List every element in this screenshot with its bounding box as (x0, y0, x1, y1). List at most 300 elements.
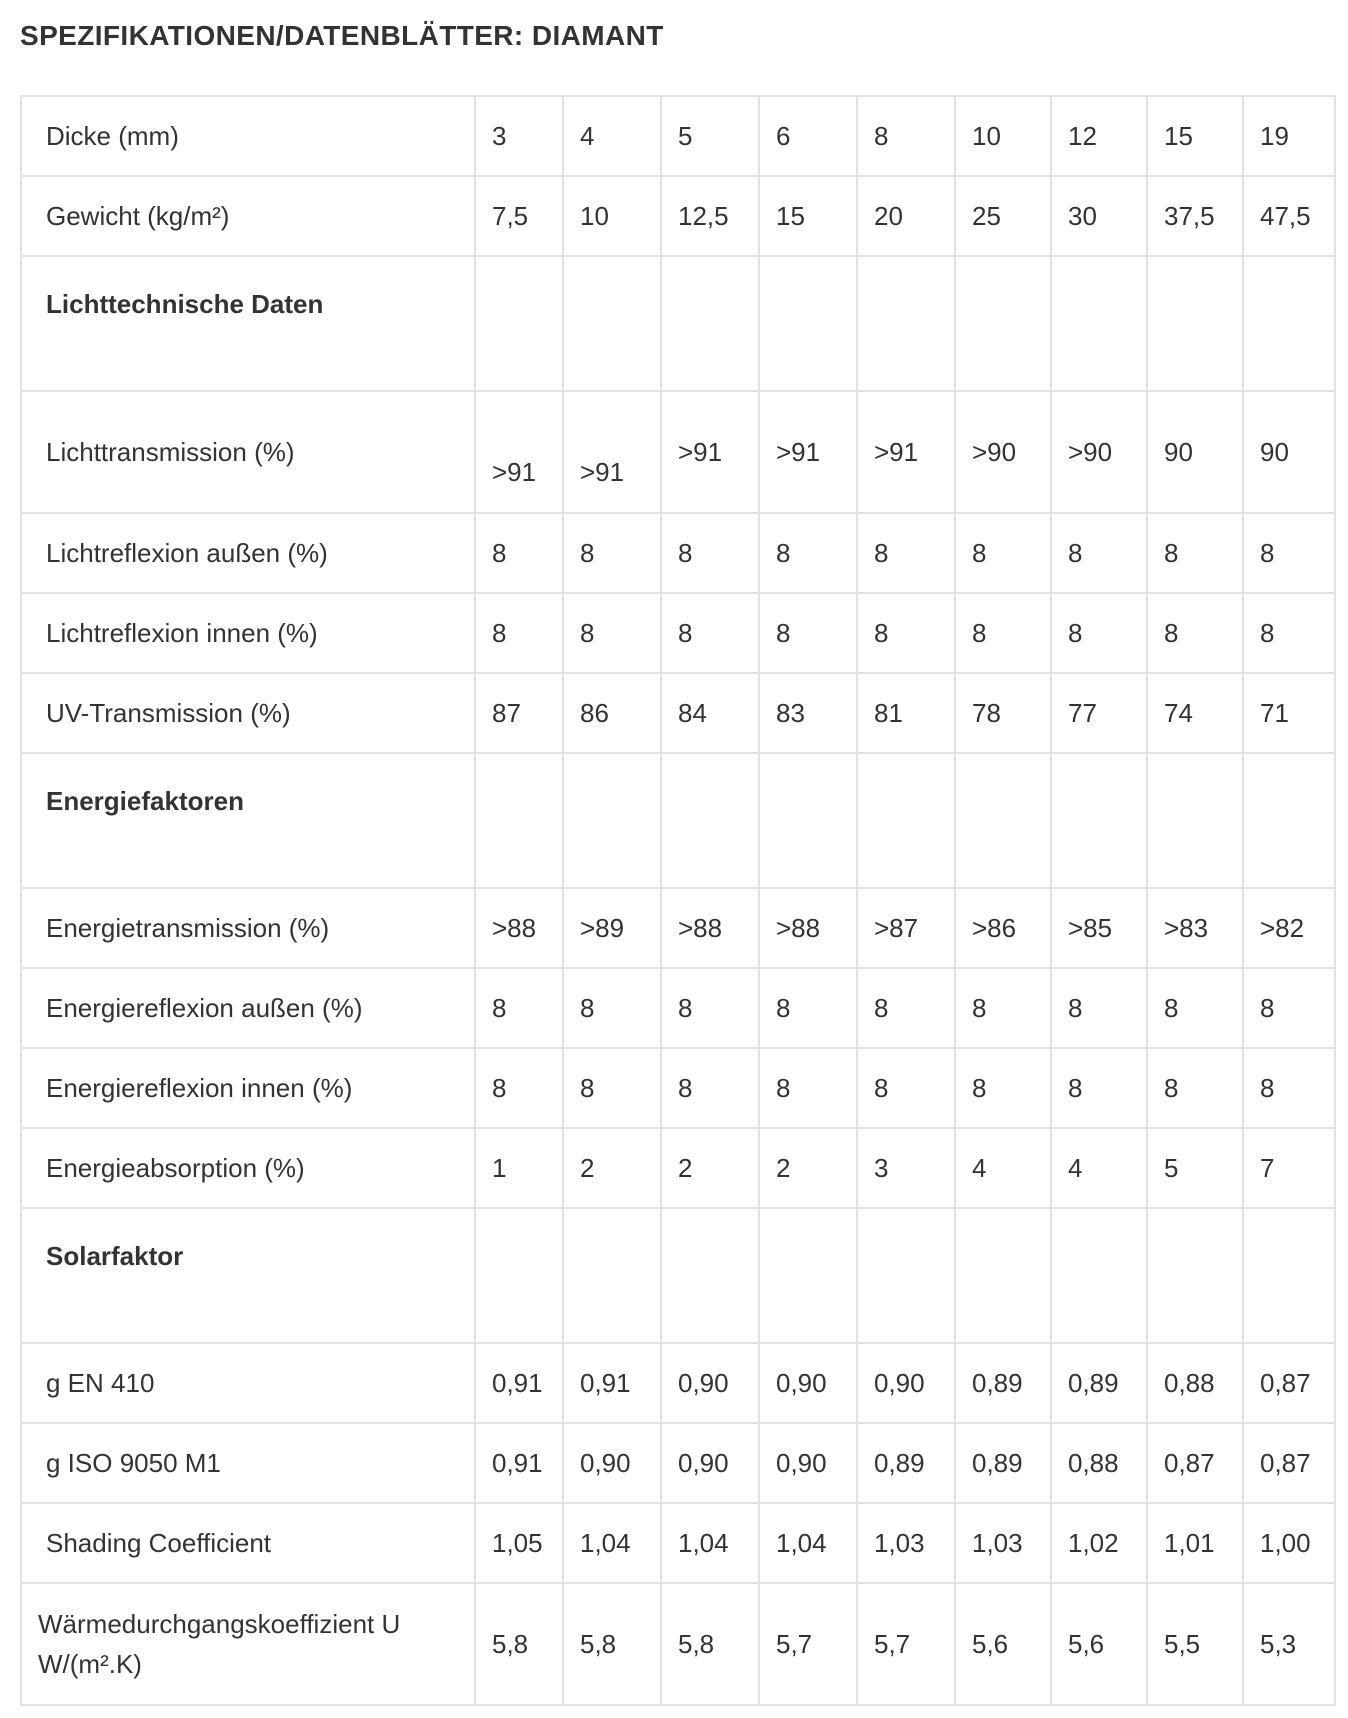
cell-value: >88 (492, 912, 537, 943)
value-cell (759, 176, 857, 256)
cell-value: 7 (1260, 1152, 1275, 1183)
value-cell (475, 391, 563, 513)
value-cell (1051, 593, 1147, 673)
cell-value: 1,04 (580, 1527, 631, 1558)
row-label: Dicke (mm) (21, 96, 475, 176)
cell-value: 8 (678, 992, 693, 1023)
cell-value: 8 (492, 992, 507, 1023)
value-cell (563, 1503, 661, 1583)
cell-value: 1,03 (972, 1527, 1023, 1558)
empty-cell (1147, 753, 1243, 888)
value-cell (661, 513, 759, 593)
cell-value: 8 (580, 537, 595, 568)
cell-value: 1,03 (874, 1527, 925, 1558)
empty-cell (1243, 753, 1335, 888)
empty-cell (955, 1208, 1051, 1343)
value-cell (1147, 888, 1243, 968)
cell-value: 1,00 (1260, 1527, 1311, 1558)
empty-cell (857, 1208, 955, 1343)
cell-value: 74 (1164, 697, 1193, 728)
cell-value: 12 (1068, 120, 1097, 151)
value-cell (1051, 888, 1147, 968)
value-cell (563, 968, 661, 1048)
cell-value: 8 (1260, 537, 1275, 568)
table-row (21, 1583, 1335, 1705)
cell-value: 0,90 (678, 1447, 729, 1478)
empty-cell (955, 256, 1051, 391)
cell-value: 5,8 (678, 1628, 715, 1659)
empty-cell (1147, 256, 1243, 391)
value-cell (1243, 513, 1335, 593)
value-cell (955, 513, 1051, 593)
value-cell (857, 1423, 955, 1503)
value-cell (955, 1423, 1051, 1503)
table-row (21, 96, 1335, 176)
cell-value: 10 (580, 200, 609, 231)
cell-value: >91 (678, 436, 723, 467)
value-cell (1051, 1128, 1147, 1208)
value-cell (1243, 593, 1335, 673)
value-cell (1051, 513, 1147, 593)
value-cell (563, 1128, 661, 1208)
specifications-table (20, 95, 1336, 1706)
row-label: UV-Transmission (%) (21, 673, 475, 753)
value-cell (759, 1343, 857, 1423)
value-cell (1147, 1343, 1243, 1423)
cell-value: 8 (972, 992, 987, 1023)
value-cell (857, 1128, 955, 1208)
cell-value: 8 (1068, 537, 1083, 568)
table-row (21, 176, 1335, 256)
value-cell (759, 96, 857, 176)
cell-value: 8 (776, 537, 791, 568)
value-cell (563, 1583, 661, 1705)
cell-value: 5 (678, 120, 693, 151)
value-cell (1147, 391, 1243, 513)
value-cell (1243, 888, 1335, 968)
cell-value: >87 (874, 912, 919, 943)
cell-value: 15 (1164, 120, 1193, 151)
cell-value: 5,8 (580, 1628, 617, 1659)
row-label: Shading Coefficient (21, 1503, 475, 1583)
value-cell (475, 1423, 563, 1503)
value-cell (563, 513, 661, 593)
empty-cell (1243, 256, 1335, 391)
value-cell (759, 593, 857, 673)
row-label: Lichtreflexion außen (%) (21, 513, 475, 593)
value-cell (1243, 1423, 1335, 1503)
value-cell (661, 1503, 759, 1583)
table-row (21, 593, 1335, 673)
section-header-row (21, 256, 1335, 391)
value-cell (955, 1503, 1051, 1583)
empty-cell (759, 256, 857, 391)
value-cell (563, 673, 661, 753)
value-cell (955, 391, 1051, 513)
cell-value: >83 (1164, 912, 1209, 943)
value-cell (563, 1048, 661, 1128)
value-cell (1243, 96, 1335, 176)
cell-value: 5,6 (1068, 1628, 1105, 1659)
value-cell (1051, 1343, 1147, 1423)
cell-value: 0,90 (776, 1447, 827, 1478)
value-cell (1051, 176, 1147, 256)
cell-value: 8 (1260, 1072, 1275, 1103)
value-cell (1243, 391, 1335, 513)
cell-value: 20 (874, 200, 903, 231)
cell-value: 5,7 (776, 1628, 813, 1659)
cell-value: 0,90 (678, 1367, 729, 1398)
value-cell (661, 391, 759, 513)
value-cell (475, 96, 563, 176)
cell-value: 3 (874, 1152, 889, 1183)
table-row (21, 1423, 1335, 1503)
cell-value: >89 (580, 912, 625, 943)
cell-value: >90 (972, 436, 1017, 467)
cell-value: 1 (492, 1152, 507, 1183)
value-cell (475, 1048, 563, 1128)
value-cell (759, 1503, 857, 1583)
value-cell (661, 888, 759, 968)
value-cell (475, 513, 563, 593)
empty-cell (661, 753, 759, 888)
cell-value: 30 (1068, 200, 1097, 231)
value-cell (955, 968, 1051, 1048)
cell-value: 8 (492, 617, 507, 648)
value-cell (1243, 1048, 1335, 1128)
cell-value: 90 (1260, 436, 1289, 467)
value-cell (1147, 1583, 1243, 1705)
cell-value: 8 (776, 992, 791, 1023)
table-row (21, 1503, 1335, 1583)
cell-value: 8 (1068, 1072, 1083, 1103)
cell-value: 0,89 (972, 1367, 1023, 1398)
table-body (21, 96, 1335, 1705)
value-cell (563, 176, 661, 256)
value-cell (661, 1583, 759, 1705)
table-row (21, 1048, 1335, 1128)
cell-value: 2 (580, 1152, 595, 1183)
row-label: Energietransmission (%) (21, 888, 475, 968)
cell-value: 8 (776, 1072, 791, 1103)
empty-cell (1051, 256, 1147, 391)
cell-value: 84 (678, 697, 707, 728)
cell-value: 0,88 (1164, 1367, 1215, 1398)
value-cell (955, 888, 1051, 968)
empty-cell (563, 256, 661, 391)
value-cell (759, 513, 857, 593)
empty-cell (1051, 1208, 1147, 1343)
cell-value: >91 (776, 436, 821, 467)
value-cell (1051, 968, 1147, 1048)
cell-value: 8 (972, 617, 987, 648)
value-cell (1243, 673, 1335, 753)
value-cell (759, 1048, 857, 1128)
cell-value: 81 (874, 697, 903, 728)
value-cell (955, 1048, 1051, 1128)
value-cell (1147, 96, 1243, 176)
empty-cell (475, 256, 563, 391)
cell-value: 12,5 (678, 200, 729, 231)
value-cell (1147, 593, 1243, 673)
value-cell (955, 593, 1051, 673)
empty-cell (563, 753, 661, 888)
value-cell (759, 888, 857, 968)
cell-value: 8 (492, 537, 507, 568)
value-cell (1051, 391, 1147, 513)
cell-value: 6 (776, 120, 791, 151)
value-cell (1243, 1583, 1335, 1705)
empty-cell (857, 753, 955, 888)
cell-value: 8 (874, 617, 889, 648)
value-cell (475, 888, 563, 968)
cell-value: 0,90 (874, 1367, 925, 1398)
cell-value: 47,5 (1260, 200, 1311, 231)
cell-value: 8 (874, 1072, 889, 1103)
value-cell (475, 1503, 563, 1583)
cell-value: 25 (972, 200, 1001, 231)
cell-value: 5,7 (874, 1628, 911, 1659)
cell-value: 8 (1068, 992, 1083, 1023)
cell-value: 2 (678, 1152, 693, 1183)
cell-value: 8 (580, 992, 595, 1023)
cell-value: 3 (492, 120, 507, 151)
cell-value: 8 (874, 537, 889, 568)
cell-value: 71 (1260, 697, 1289, 728)
value-cell (955, 96, 1051, 176)
value-cell (759, 391, 857, 513)
value-cell (857, 1583, 955, 1705)
cell-value: 10 (972, 120, 1001, 151)
cell-value: 0,90 (776, 1367, 827, 1398)
cell-value: 0,88 (1068, 1447, 1119, 1478)
table-row (21, 1343, 1335, 1423)
table-row (21, 513, 1335, 593)
value-cell (955, 176, 1051, 256)
value-cell (955, 1128, 1051, 1208)
value-cell (857, 888, 955, 968)
value-cell (857, 593, 955, 673)
value-cell (955, 673, 1051, 753)
cell-value: 5,8 (492, 1628, 529, 1659)
value-cell (661, 1128, 759, 1208)
value-cell (661, 1423, 759, 1503)
value-cell (661, 593, 759, 673)
value-cell (1051, 96, 1147, 176)
value-cell (475, 673, 563, 753)
cell-value: 0,91 (580, 1367, 631, 1398)
value-cell (475, 968, 563, 1048)
row-label: Lichtreflexion innen (%) (21, 593, 475, 673)
page-title: SPEZIFIKATIONEN/DATENBLÄTTER: DIAMANT (20, 20, 664, 51)
value-cell (955, 1583, 1051, 1705)
value-cell (955, 1343, 1051, 1423)
value-cell (661, 1343, 759, 1423)
cell-value: 90 (1164, 436, 1193, 467)
empty-cell (475, 753, 563, 888)
section-label: Energiefaktoren (21, 753, 475, 888)
cell-value: >82 (1260, 912, 1305, 943)
empty-cell (1051, 753, 1147, 888)
cell-value: >85 (1068, 912, 1113, 943)
cell-value: 8 (678, 537, 693, 568)
section-header-row (21, 753, 1335, 888)
cell-value: 8 (1164, 1072, 1179, 1103)
value-cell (857, 176, 955, 256)
empty-cell (1147, 1208, 1243, 1343)
value-cell (475, 176, 563, 256)
cell-value: 8 (678, 1072, 693, 1103)
empty-cell (563, 1208, 661, 1343)
value-cell (1147, 673, 1243, 753)
cell-value: 77 (1068, 697, 1097, 728)
value-cell (857, 968, 955, 1048)
cell-value: 0,87 (1164, 1447, 1215, 1478)
row-label: Lichttransmission (%) (21, 391, 475, 513)
cell-value: 1,04 (776, 1527, 827, 1558)
empty-cell (1243, 1208, 1335, 1343)
cell-value: 8 (492, 1072, 507, 1103)
value-cell (1147, 1503, 1243, 1583)
row-label: g ISO 9050 M1 (21, 1423, 475, 1503)
row-label: Energiereflexion außen (%) (21, 968, 475, 1048)
cell-value: 78 (972, 697, 1001, 728)
value-cell (857, 96, 955, 176)
cell-value: 8 (972, 537, 987, 568)
cell-value: 8 (972, 1072, 987, 1103)
cell-value: 5,3 (1260, 1628, 1297, 1659)
row-label: Wärmedurchgangskoeffizient U W/(m².K) (21, 1583, 475, 1705)
cell-value: 8 (678, 617, 693, 648)
cell-value: 5,6 (972, 1628, 1009, 1659)
row-label: g EN 410 (21, 1343, 475, 1423)
value-cell (1243, 968, 1335, 1048)
cell-value: 15 (776, 200, 805, 231)
cell-value: 4 (1068, 1152, 1083, 1183)
cell-value: 0,91 (492, 1447, 543, 1478)
cell-value: 0,91 (492, 1367, 543, 1398)
value-cell (1243, 176, 1335, 256)
value-cell (563, 1423, 661, 1503)
value-cell (1147, 176, 1243, 256)
empty-cell (661, 1208, 759, 1343)
cell-value: 7,5 (492, 200, 529, 231)
cell-value: 1,02 (1068, 1527, 1119, 1558)
value-cell (475, 1583, 563, 1705)
cell-value: 37,5 (1164, 200, 1215, 231)
cell-value: 8 (580, 1072, 595, 1103)
cell-value: 8 (1164, 992, 1179, 1023)
value-cell (1051, 673, 1147, 753)
table-row (21, 968, 1335, 1048)
value-cell (1051, 1583, 1147, 1705)
empty-cell (661, 256, 759, 391)
cell-value: 8 (1164, 537, 1179, 568)
value-cell (661, 96, 759, 176)
value-cell (661, 673, 759, 753)
cell-value: 0,87 (1260, 1447, 1311, 1478)
value-cell (1243, 1128, 1335, 1208)
value-cell (759, 1583, 857, 1705)
section-label: Solarfaktor (21, 1208, 475, 1343)
value-cell (1147, 1048, 1243, 1128)
section-label: Lichttechnische Daten (21, 256, 475, 391)
value-cell (1243, 1343, 1335, 1423)
value-cell (1147, 968, 1243, 1048)
cell-value: >91 (580, 456, 625, 487)
value-cell (475, 593, 563, 673)
row-label: Gewicht (kg/m²) (21, 176, 475, 256)
cell-value: 5,5 (1164, 1628, 1201, 1659)
value-cell (759, 1423, 857, 1503)
value-cell (759, 968, 857, 1048)
value-cell (661, 968, 759, 1048)
value-cell (661, 1048, 759, 1128)
value-cell (857, 513, 955, 593)
value-cell (857, 1048, 955, 1128)
value-cell (857, 1343, 955, 1423)
cell-value: 0,90 (580, 1447, 631, 1478)
cell-value: 8 (580, 617, 595, 648)
cell-value: 8 (1164, 617, 1179, 648)
value-cell (475, 1128, 563, 1208)
empty-cell (475, 1208, 563, 1343)
cell-value: 8 (874, 992, 889, 1023)
value-cell (857, 673, 955, 753)
table-row (21, 391, 1335, 513)
cell-value: 8 (1260, 617, 1275, 648)
table-row (21, 888, 1335, 968)
cell-value: 8 (1260, 992, 1275, 1023)
value-cell (857, 1503, 955, 1583)
value-cell (563, 391, 661, 513)
value-cell (1243, 1503, 1335, 1583)
cell-value: 5 (1164, 1152, 1179, 1183)
cell-value: 1,04 (678, 1527, 729, 1558)
cell-value: 0,89 (972, 1447, 1023, 1478)
value-cell (661, 176, 759, 256)
value-cell (857, 391, 955, 513)
value-cell (563, 593, 661, 673)
cell-value: 0,89 (874, 1447, 925, 1478)
value-cell (1051, 1503, 1147, 1583)
cell-value: >88 (776, 912, 821, 943)
cell-value: >86 (972, 912, 1017, 943)
value-cell (475, 1343, 563, 1423)
table-row (21, 1128, 1335, 1208)
empty-cell (857, 256, 955, 391)
cell-value: 2 (776, 1152, 791, 1183)
value-cell (563, 1343, 661, 1423)
cell-value: 8 (776, 617, 791, 648)
empty-cell (955, 753, 1051, 888)
table-row (21, 673, 1335, 753)
value-cell (1051, 1423, 1147, 1503)
cell-value: 8 (874, 120, 889, 151)
cell-value: 8 (1068, 617, 1083, 648)
value-cell (759, 673, 857, 753)
value-cell (759, 1128, 857, 1208)
value-cell (1147, 1423, 1243, 1503)
empty-cell (759, 753, 857, 888)
empty-cell (759, 1208, 857, 1343)
value-cell (1051, 1048, 1147, 1128)
value-cell (563, 96, 661, 176)
cell-value: 1,05 (492, 1527, 543, 1558)
cell-value: 83 (776, 697, 805, 728)
section-header-row (21, 1208, 1335, 1343)
cell-value: 4 (972, 1152, 987, 1183)
